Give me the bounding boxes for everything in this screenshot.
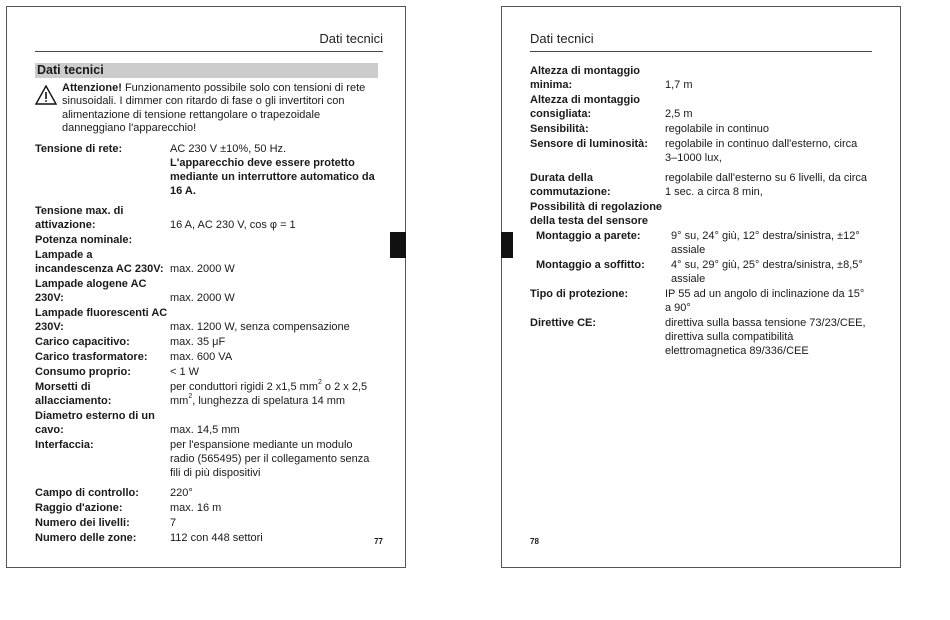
spec-row [35,409,378,437]
spec-row [530,64,870,92]
spec-row [35,277,378,305]
spec-value: 2,5 m [665,108,693,120]
spec-value: IP 55 ad un angolo di inclinazione da 15° a 90° [665,288,865,314]
spec-row [530,316,870,358]
spec-value: max. 35 μF [170,336,226,348]
page-header: Dati tecnici [530,31,594,46]
spec-label: Sensore di luminosità: [530,138,648,150]
spec-row [35,486,378,500]
spec-value: 16 A, AC 230 V, cos φ = 1 [170,219,296,231]
spec-label: Tensione di rete: [35,143,123,155]
spec-value: regolabile in continuo [665,123,769,135]
spec-label: Tipo di protezione: [530,288,629,300]
spec-value: 220° [170,487,193,499]
spec-label: Diametro esterno di un cavo: [35,410,155,436]
spec-label: Montaggio a soffitto: [536,259,645,271]
spec-row [530,287,870,315]
spec-label: Morsetti di allacciamento: [35,381,112,407]
spec-value: per l'espansione mediante un modulo radio (565495) per il collegamento senza fili di più dispositivi [170,439,370,479]
spec-table [530,64,870,359]
spec-label: Possibilità di regolazione della testa del sensore [530,201,663,227]
spec-label: Numero dei livelli: [35,517,130,529]
spec-row [35,306,378,334]
spec-row [35,248,378,276]
spec-value: 112 con 448 settori [170,532,263,544]
spec-value: regolabile in continuo dall'esterno, circa 3–1000 lux, [665,138,858,164]
spec-row [35,142,378,198]
spec-value: max. 2000 W [170,263,235,275]
spec-label: Durata della commutazione: [530,172,611,198]
spec-label: Numero delle zone: [35,532,137,544]
spec-label: Raggio d'azione: [35,502,123,514]
spec-value: 7 [170,517,177,529]
spec-value: max. 2000 W [170,292,235,304]
spec-label: Sensibilità: [530,123,589,135]
spec-value [170,142,378,198]
spec-value: per conduttori rigidi 2 x1,5 $mm^2$ o 2 x 2,5 $mm^2$, lunghezza di spelatura 14 mm [170,379,368,407]
spec-row [35,531,378,545]
spec-label: Altezza di montaggio consigliata: [530,94,640,120]
spec-row [35,204,378,232]
spec-value-text: AC 230 V ±10%, 50 Hz. [170,143,287,155]
spec-label: Direttive CE: [530,317,597,329]
spec-label: Montaggio a parete: [536,230,641,242]
spec-label: Campo di controllo: [35,487,139,499]
spec-row [35,501,378,515]
page-number: 77 [374,537,383,546]
spec-label: Lampade alogene AC 230V: [35,278,147,304]
attention-text [62,82,378,136]
spec-row [530,93,870,121]
spec-value [670,200,870,228]
spec-row [35,350,378,364]
spec-value: 9° su, 24° giù, 12° destra/sinistra, ±12° assiale [671,230,860,256]
spec-label: Carico trasformatore: [35,351,148,363]
thumb-index-tab [390,232,406,258]
spec-value: regolabile dall'esterno su 6 livelli, da circa 1 sec. a circa 8 min, [665,172,868,198]
spec-label: Altezza di montaggio minima: [530,65,640,91]
spec-value: 4° su, 29° giù, 25° destra/sinistra, ±8,5° assiale [671,259,863,285]
spec-value: max. 1200 W, senza compensazione [170,321,350,333]
spec-row [35,335,378,349]
spec-value: max. 16 m [170,502,222,514]
spec-row [530,171,870,199]
attention-note [35,82,378,136]
spec-row [35,365,378,379]
spec-row [530,229,870,257]
header-rule [530,51,872,52]
right-page [501,6,901,568]
spec-label: Interfaccia: [35,439,94,451]
spec-value: < 1 W [170,366,200,378]
spec-label: Carico capacitivo: [35,336,130,348]
warning-triangle-icon [35,85,57,109]
spec-value: direttiva sulla bassa tensione 73/23/CEE, direttiva sulla compatibilità elettromagnetica 89/336/CEE [665,317,866,357]
spec-row [530,200,870,228]
spec-table [35,142,378,546]
spec-row [530,258,870,286]
spec-row [530,122,870,136]
spec-row [35,233,378,247]
spec-row [35,380,378,408]
spec-row [530,137,870,165]
page-header: Dati tecnici [319,31,383,46]
spec-label: Consumo proprio: [35,366,131,378]
header-rule [35,51,383,52]
spec-value: 1,7 m [665,79,693,91]
section-title: Dati tecnici [35,63,378,78]
spec-value: max. 14,5 mm [170,424,240,436]
spec-label: Tensione max. di attivazione: [35,205,124,231]
left-page [6,6,406,568]
spec-value: max. 600 VA [170,351,233,363]
spec-row [35,438,378,480]
spec-label: Potenza nominale: [35,234,133,246]
spec-label: Lampade fluorescenti AC 230V: [35,307,168,333]
spec-row [35,516,378,530]
attention-label: Attenzione! [62,82,122,94]
attention-body: Funzionamento possibile solo con tensioni di rete sinusoidali. I dimmer con ritardo di fase o gli invertitori con alimentazione di tensione rettangolare o trapezoidale danneggiano l'apparecchio! [62,82,366,135]
spec-label: Lampade a incandescenza AC 230V: [35,249,164,275]
thumb-index-tab [501,232,513,258]
spec-value [170,233,378,247]
spec-value-note: L'apparecchio deve essere protetto mediante un interruttore automatico da 16 A. [170,157,375,197]
page-number: 78 [530,537,539,546]
